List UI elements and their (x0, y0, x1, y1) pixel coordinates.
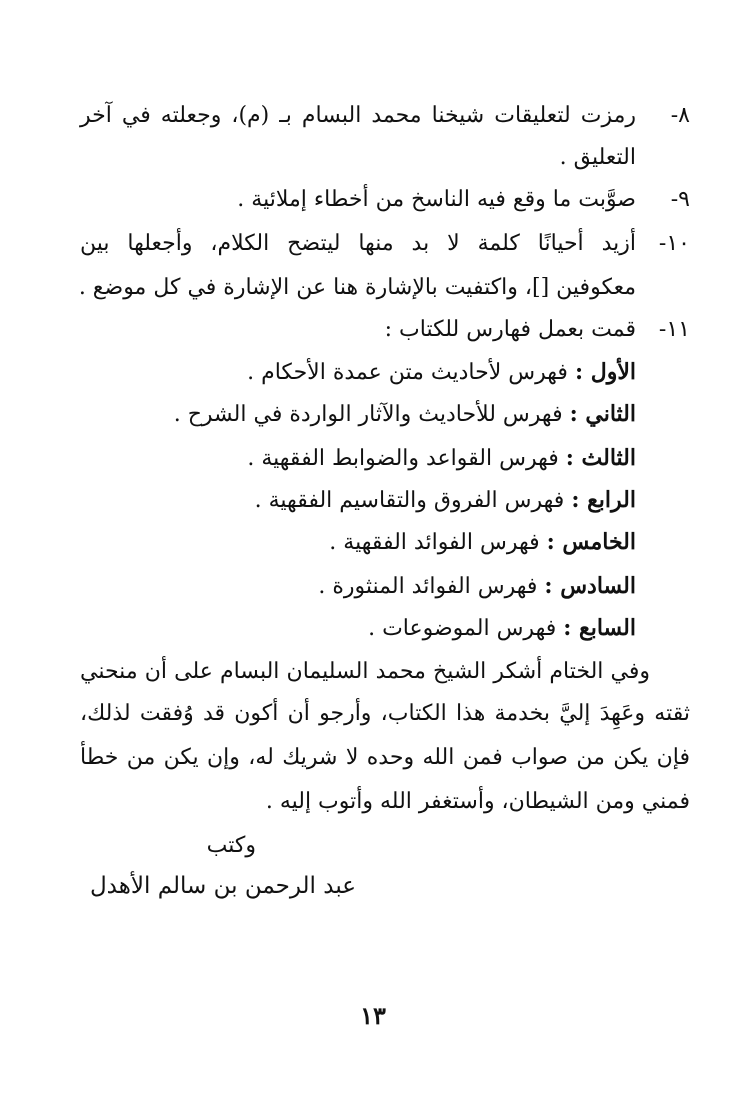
item-8-line-1 (80, 96, 690, 136)
index-label: السابع : (563, 615, 636, 641)
signature-wrote: وكتب (206, 833, 256, 858)
item-9-line-1 (80, 180, 690, 220)
index-label: السادس : (544, 573, 636, 599)
index-text: فهرس الفوائد المنثورة . (318, 574, 538, 599)
item-10-line-1 (80, 224, 690, 264)
index-text: فهرس لأحاديث متن عمدة الأحكام . (247, 360, 568, 385)
item-number: ١١- (658, 317, 690, 342)
index-label: الأول : (574, 359, 636, 385)
closing-line-4: فمني ومن الشيطان، وأستغفر الله وأتوب إليه . (265, 789, 690, 814)
closing-line-3: فإن يكن من صواب فمن الله وحده لا شريك له، وإن يكن من خطأ (80, 745, 690, 770)
index-entry (80, 608, 690, 648)
index-entry (80, 352, 690, 392)
index-label: الرابع : (571, 487, 636, 513)
item-number: ٩- (670, 187, 690, 212)
index-label: الثاني : (569, 401, 636, 427)
index-text: فهرس للأحاديث والآثار الواردة في الشرح . (173, 402, 563, 427)
index-entry (80, 480, 690, 520)
item-text: صوَّبت ما وقع فيه الناسخ من أخطاء إملائية . (237, 187, 636, 212)
index-label: الثالث : (565, 445, 636, 471)
index-entry (80, 522, 690, 562)
closing-line-2: ثقته وعَهِدَ إليَّ بخدمة هذا الكتاب، وأرجو أن أكون قد وُفقت لذلك، (80, 701, 690, 726)
index-text: فهرس القواعد والضوابط الفقهية . (247, 446, 559, 471)
index-text: فهرس الفروق والتقاسيم الفقهية . (254, 488, 565, 513)
item-10-line-2: معكوفين []، واكتفيت بالإشارة هنا عن الإشارة في كل موضع . (78, 275, 636, 300)
index-entry (80, 566, 690, 606)
closing-line-1: وفي الختام أشكر الشيخ محمد السليمان البسام على أن منحني (80, 659, 650, 684)
item-number: ١٠- (658, 231, 690, 256)
item-text: أزيد أحيانًا كلمة لا بد منها ليتضح الكلام، وأجعلها بين (80, 231, 636, 256)
signature-name: عبد الرحمن بن سالم الأهدل (89, 873, 356, 899)
item-text: قمت بعمل فهارس للكتاب : (384, 317, 636, 342)
item-number: ٨- (670, 103, 690, 128)
page-number: ١٣ (360, 1001, 386, 1030)
item-8-line-2: التعليق . (559, 145, 636, 170)
index-label: الخامس : (546, 529, 636, 555)
index-text: فهرس الموضوعات . (368, 616, 557, 641)
item-text: رمزت لتعليقات شيخنا محمد البسام بـ (م)، وجعلته في آخر (80, 103, 636, 128)
index-text: فهرس الفوائد الفقهية . (329, 530, 540, 555)
index-entry (80, 394, 690, 434)
index-entry (80, 438, 690, 478)
item-11-line-1 (80, 310, 690, 350)
